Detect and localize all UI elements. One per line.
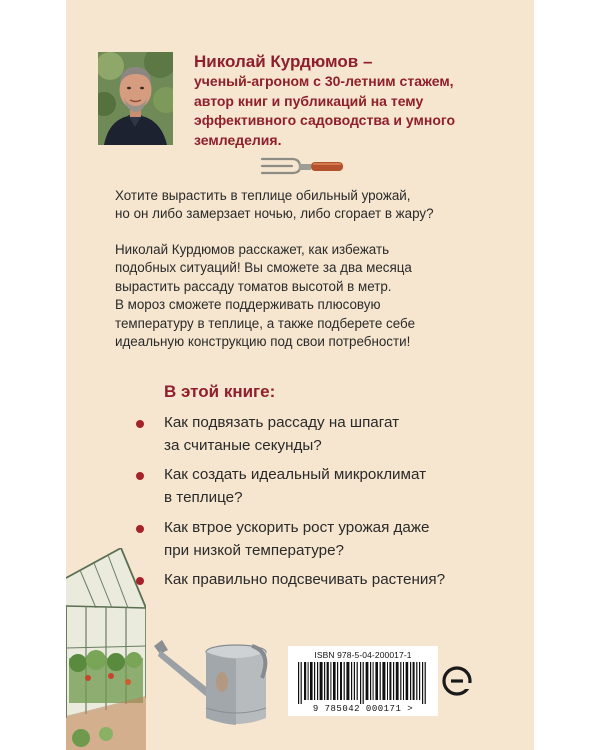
bullet-icon (136, 420, 144, 428)
bullet-text: Как создать идеальный микроклимат (164, 466, 427, 483)
author-bio-line: автор книг и публикаций на тему (194, 92, 424, 109)
intro-line: но он либо замерзает ночью, либо сгорает в жару? (115, 206, 434, 222)
bullet-item (136, 517, 429, 562)
bullet-text: в теплице? (164, 488, 243, 506)
publisher-logo-icon (442, 666, 472, 701)
intro-question (115, 187, 525, 224)
watering-can-illustration (152, 638, 272, 733)
greenhouse-illustration (66, 548, 146, 750)
author-name: Николай Курдюмов – (194, 52, 373, 71)
bullet-text: Как правильно подсвечивать растения? (164, 571, 446, 588)
intro-line: вырастить рассаду томатов высотой в метр. (115, 278, 392, 294)
intro-line: Николай Курдюмов расскажет, как избежать (115, 242, 390, 257)
intro-line: температуру в теплице, а также подберете себе (115, 315, 416, 331)
bullet-icon (136, 472, 144, 480)
author-bio-line: эффективного садоводства и умного (194, 112, 456, 128)
bullet-item (136, 569, 445, 592)
isbn-text: ISBN 978-5-04-200017-1 (314, 650, 412, 660)
back-cover (66, 0, 534, 750)
bullet-item (136, 412, 399, 457)
author-bio-line: земледелия. (194, 131, 282, 148)
intro-body (115, 241, 525, 351)
bullet-text: Как втрое ускорить рост урожая даже (164, 519, 430, 536)
garden-fork-icon (258, 153, 348, 190)
author-bio (194, 72, 524, 150)
barcode (288, 646, 438, 716)
bullet-text: за считаные секунды? (164, 436, 322, 454)
author-photo (98, 52, 173, 145)
book-heading: В этой книге: (164, 382, 276, 401)
author-bio-line: ученый-агроном с 30-летним стажем, (194, 73, 454, 89)
barcode-number: 9 785042 000171 > (312, 704, 414, 714)
barcode-bars (298, 662, 428, 704)
intro-line: Хотите вырастить в теплице обильный урожай, (115, 188, 411, 203)
bullet-text: при низкой температуре? (164, 541, 344, 559)
intro-line: подобных ситуаций! Вы сможете за два месяца (115, 260, 412, 276)
bullet-icon (136, 525, 144, 533)
intro-line: В мороз сможете поддерживать плюсовую (115, 297, 381, 313)
bullet-text: Как подвязать рассаду на шпагат (164, 414, 400, 431)
intro-line: идеальную конструкцию под свои потребности! (115, 334, 411, 350)
bullet-item (136, 464, 426, 509)
